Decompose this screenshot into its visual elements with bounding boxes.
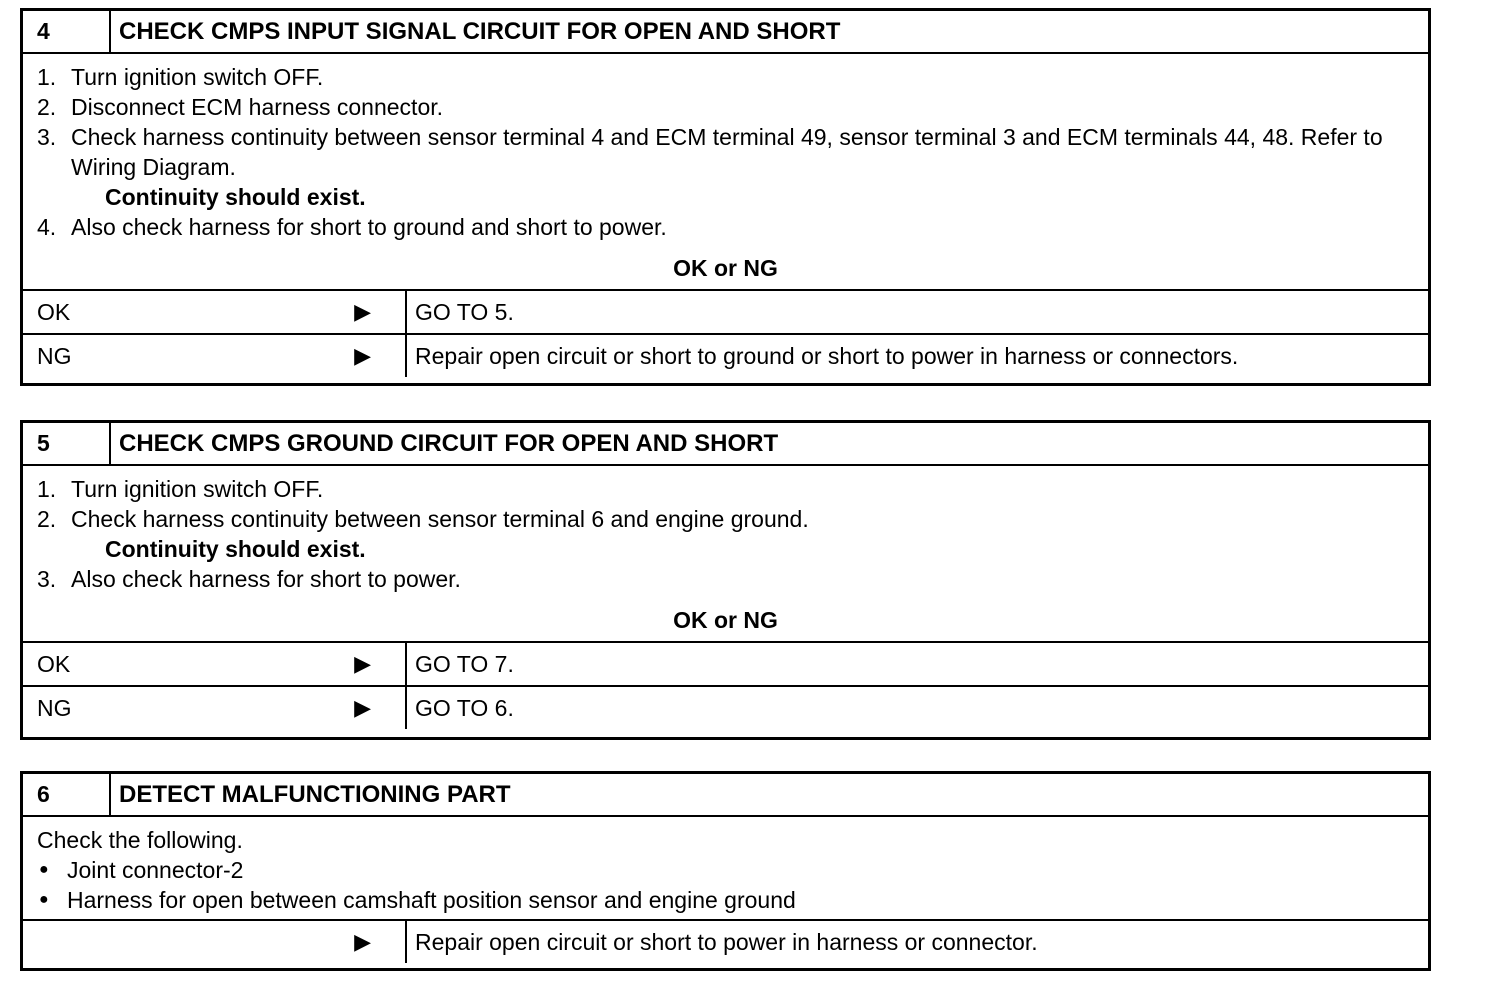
result-action: Repair open circuit or short to ground or short to power in harness or connectors. (415, 342, 1239, 369)
item-number: 2. (37, 94, 57, 120)
item-text: Also check harness for short to ground and short to power. (71, 214, 667, 240)
step-title: CHECK CMPS GROUND CIRCUIT FOR OPEN AND SHORT (119, 430, 779, 457)
item-number: 1. (37, 64, 57, 90)
step-title: DETECT MALFUNCTIONING PART (119, 781, 511, 808)
result-label-cell (23, 643, 407, 685)
block-header (23, 11, 1428, 54)
bullet-item (37, 855, 1428, 885)
bullet-dot-icon: ● (39, 891, 49, 908)
result-action: GO TO 5. (415, 298, 514, 325)
bullet-item (37, 885, 1428, 915)
result-label: NG (37, 694, 72, 721)
right-triangle-arrow-icon: ▶ (354, 929, 371, 954)
result-label: NG (37, 342, 72, 369)
procedure-block-5 (20, 420, 1431, 740)
item-text: Check harness continuity between sensor terminal 6 and engine ground. (71, 506, 809, 532)
result-row-ng (23, 333, 1428, 377)
result-label-cell (23, 291, 407, 333)
instruction-item (37, 564, 1428, 594)
step-number: 6 (23, 774, 111, 815)
ok-ng-heading: OK or NG (673, 255, 778, 281)
result-row-ng (23, 685, 1428, 729)
item-number: 3. (37, 124, 57, 150)
result-row (23, 919, 1428, 963)
result-action: GO TO 7. (415, 650, 514, 677)
result-label: OK (37, 650, 71, 677)
result-label: OK (37, 298, 71, 325)
item-text: Also check harness for short to power. (71, 566, 461, 592)
item-text: Turn ignition switch OFF. (71, 64, 324, 90)
instruction-item (37, 474, 1428, 504)
item-text: Turn ignition switch OFF. (71, 476, 324, 502)
item-number: 3. (37, 566, 57, 592)
item-number: 1. (37, 476, 57, 502)
instruction-item (37, 212, 1428, 242)
item-text: Check harness continuity between sensor terminal 4 and ECM terminal 49, sensor terminal 3 and ECM terminals 44, 48. Refer to Wiring Diagram. (71, 124, 1383, 180)
right-triangle-arrow-icon: ▶ (354, 651, 371, 676)
instruction-item (37, 92, 1428, 122)
instructions (23, 817, 1428, 919)
procedure-block-4 (20, 8, 1431, 386)
result-label-cell (23, 921, 407, 963)
result-action: GO TO 6. (415, 694, 514, 721)
instructions-intro: Check the following. (37, 827, 243, 853)
result-row-ok (23, 289, 1428, 333)
right-triangle-arrow-icon: ▶ (354, 343, 371, 368)
instruction-item (37, 62, 1428, 92)
step-title: CHECK CMPS INPUT SIGNAL CIRCUIT FOR OPEN AND SHORT (119, 18, 841, 45)
item-text: Disconnect ECM harness connector. (71, 94, 444, 120)
instruction-item (37, 504, 1428, 534)
right-triangle-arrow-icon: ▶ (354, 695, 371, 720)
continuity-note: Continuity should exist. (105, 536, 366, 562)
step-number: 4 (23, 11, 111, 52)
right-triangle-arrow-icon: ▶ (354, 299, 371, 324)
result-label-cell (23, 687, 407, 729)
instructions (23, 54, 1428, 242)
result-label-cell (23, 335, 407, 377)
ok-ng-heading: OK or NG (673, 607, 778, 633)
instruction-item (37, 122, 1428, 182)
result-row-ok (23, 641, 1428, 685)
step-number: 5 (23, 423, 111, 464)
bullet-text: Harness for open between camshaft position sensor and engine ground (67, 887, 796, 913)
instructions (23, 466, 1428, 594)
continuity-note: Continuity should exist. (105, 184, 366, 210)
block-header (23, 774, 1428, 817)
item-number: 4. (37, 214, 57, 240)
procedure-block-6 (20, 771, 1431, 971)
item-number: 2. (37, 506, 57, 532)
bullet-dot-icon: ● (39, 861, 49, 878)
result-action: Repair open circuit or short to power in harness or connector. (415, 928, 1038, 955)
bullet-text: Joint connector-2 (67, 857, 244, 883)
block-header (23, 423, 1428, 466)
